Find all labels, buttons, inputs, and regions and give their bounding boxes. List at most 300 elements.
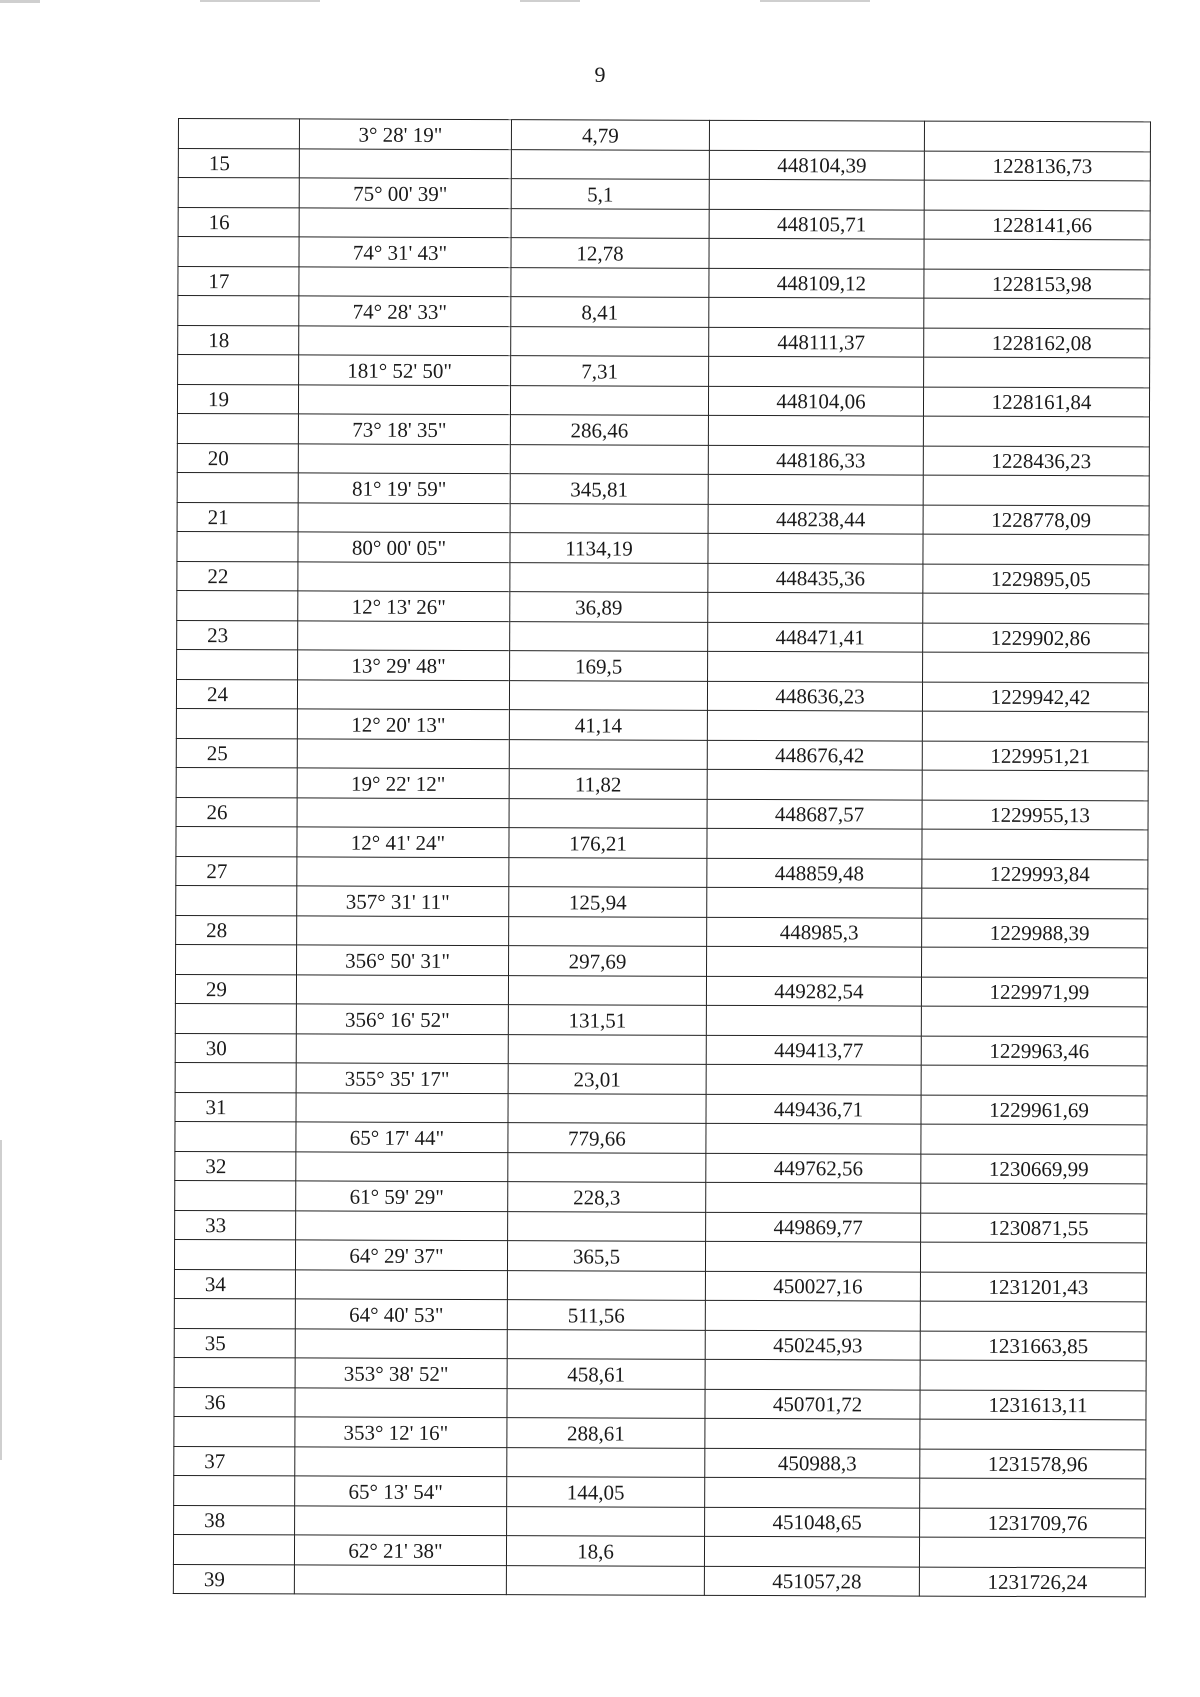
direction-angle-cell: 356° 50' 31" bbox=[297, 945, 509, 975]
segment-length-cell: 23,01 bbox=[508, 1064, 706, 1094]
segment-length-cell bbox=[508, 1152, 706, 1182]
table-row bbox=[178, 178, 1150, 211]
x-coordinate-cell: 448104,39 bbox=[709, 150, 924, 180]
direction-angle-cell bbox=[294, 1564, 506, 1594]
segment-length-cell: 36,89 bbox=[510, 592, 708, 622]
direction-angle-cell bbox=[297, 856, 509, 886]
table-row bbox=[176, 738, 1148, 771]
page-number: 9 bbox=[594, 62, 606, 87]
direction-angle-cell: 13° 29' 48" bbox=[298, 650, 510, 680]
point-number-cell bbox=[174, 1475, 295, 1505]
y-coordinate-cell bbox=[921, 1183, 1147, 1213]
segment-length-cell bbox=[510, 621, 708, 651]
table-row bbox=[177, 443, 1149, 476]
table-row bbox=[178, 296, 1150, 329]
point-number-cell bbox=[176, 826, 297, 856]
segment-length-cell: 11,82 bbox=[509, 769, 707, 799]
x-coordinate-cell: 448104,06 bbox=[708, 386, 923, 416]
direction-angle-cell bbox=[298, 620, 510, 650]
y-coordinate-cell: 1231663,85 bbox=[920, 1331, 1146, 1361]
x-coordinate-cell bbox=[708, 415, 923, 445]
segment-length-cell bbox=[506, 1565, 704, 1595]
direction-angle-cell bbox=[299, 266, 511, 296]
x-coordinate-cell: 448186,33 bbox=[708, 445, 923, 475]
segment-length-cell bbox=[507, 1270, 705, 1300]
table-row bbox=[176, 826, 1148, 859]
segment-length-cell: 5,1 bbox=[511, 179, 709, 209]
y-coordinate-cell bbox=[922, 947, 1148, 977]
segment-length-cell bbox=[510, 444, 708, 474]
point-number-cell bbox=[177, 413, 298, 443]
table-row bbox=[174, 1239, 1146, 1272]
table-row bbox=[175, 1062, 1147, 1095]
point-number-cell bbox=[176, 708, 297, 738]
point-number-cell bbox=[175, 1062, 296, 1092]
y-coordinate-cell bbox=[924, 239, 1150, 269]
y-coordinate-cell bbox=[920, 1419, 1146, 1449]
y-coordinate-cell bbox=[921, 1065, 1147, 1095]
table-row bbox=[177, 502, 1149, 535]
direction-angle-cell bbox=[296, 1033, 508, 1063]
segment-length-cell bbox=[507, 1447, 705, 1477]
x-coordinate-cell bbox=[708, 651, 923, 681]
y-coordinate-cell bbox=[923, 593, 1149, 623]
y-coordinate-cell: 1229993,84 bbox=[922, 859, 1148, 889]
direction-angle-cell bbox=[299, 148, 511, 178]
x-coordinate-cell: 448109,12 bbox=[709, 268, 924, 298]
table-row bbox=[176, 915, 1148, 948]
point-number-cell: 30 bbox=[175, 1033, 296, 1063]
point-number-cell bbox=[178, 119, 299, 149]
direction-angle-cell: 181° 52' 50" bbox=[299, 355, 511, 385]
x-coordinate-cell: 451048,65 bbox=[705, 1507, 920, 1537]
point-number-cell: 25 bbox=[176, 738, 297, 768]
direction-angle-cell bbox=[298, 502, 510, 532]
x-coordinate-cell bbox=[704, 1536, 919, 1566]
y-coordinate-cell: 1229942,42 bbox=[922, 682, 1148, 712]
point-number-cell: 17 bbox=[178, 266, 299, 296]
segment-length-cell bbox=[507, 1506, 705, 1536]
segment-length-cell bbox=[508, 975, 706, 1005]
y-coordinate-cell: 1229951,21 bbox=[922, 741, 1148, 771]
y-coordinate-cell: 1231578,96 bbox=[920, 1449, 1146, 1479]
table-row bbox=[174, 1475, 1146, 1508]
point-number-cell bbox=[173, 1534, 294, 1564]
y-coordinate-cell bbox=[920, 1301, 1146, 1331]
direction-angle-cell bbox=[295, 1387, 507, 1417]
segment-length-cell: 365,5 bbox=[507, 1241, 705, 1271]
x-coordinate-cell bbox=[707, 887, 922, 917]
direction-angle-cell: 64° 29' 37" bbox=[295, 1240, 507, 1270]
direction-angle-cell: 74° 28' 33" bbox=[299, 296, 511, 326]
point-number-cell: 19 bbox=[177, 384, 298, 414]
y-coordinate-cell bbox=[923, 652, 1149, 682]
segment-length-cell bbox=[510, 562, 708, 592]
y-coordinate-cell bbox=[923, 534, 1149, 564]
point-number-cell: 27 bbox=[176, 856, 297, 886]
point-number-cell bbox=[174, 1357, 295, 1387]
direction-angle-cell bbox=[296, 974, 508, 1004]
x-coordinate-cell bbox=[708, 592, 923, 622]
y-coordinate-cell: 1230871,55 bbox=[921, 1213, 1147, 1243]
point-number-cell: 21 bbox=[177, 502, 298, 532]
point-number-cell bbox=[174, 1416, 295, 1446]
table-row bbox=[173, 1564, 1145, 1597]
segment-length-cell: 458,61 bbox=[507, 1359, 705, 1389]
point-number-cell bbox=[178, 237, 299, 267]
segment-length-cell bbox=[509, 798, 707, 828]
x-coordinate-cell: 450027,16 bbox=[705, 1271, 920, 1301]
table-row bbox=[177, 413, 1149, 446]
segment-length-cell bbox=[509, 739, 707, 769]
y-coordinate-cell bbox=[922, 770, 1148, 800]
point-number-cell bbox=[175, 1180, 296, 1210]
table-row bbox=[177, 472, 1149, 505]
table-row bbox=[178, 355, 1150, 388]
table-row bbox=[176, 944, 1148, 977]
segment-length-cell: 779,66 bbox=[508, 1123, 706, 1153]
x-coordinate-cell: 450245,93 bbox=[705, 1330, 920, 1360]
x-coordinate-cell bbox=[706, 1005, 921, 1035]
y-coordinate-cell: 1228436,23 bbox=[923, 446, 1149, 476]
y-coordinate-cell bbox=[919, 1537, 1145, 1567]
table-row bbox=[175, 1121, 1147, 1154]
y-coordinate-cell: 1230669,99 bbox=[921, 1154, 1147, 1184]
segment-length-cell: 176,21 bbox=[509, 828, 707, 858]
segment-length-cell: 286,46 bbox=[510, 415, 708, 445]
point-number-cell bbox=[177, 649, 298, 679]
segment-length-cell: 288,61 bbox=[507, 1418, 705, 1448]
point-number-cell bbox=[178, 355, 299, 385]
point-number-cell: 36 bbox=[174, 1387, 295, 1417]
x-coordinate-cell: 448471,41 bbox=[708, 622, 923, 652]
scan-edge-mark bbox=[0, 1140, 2, 1460]
table-row bbox=[176, 797, 1148, 830]
direction-angle-cell: 61° 59' 29" bbox=[296, 1181, 508, 1211]
table-row bbox=[175, 1180, 1147, 1213]
table-row bbox=[177, 590, 1149, 623]
direction-angle-cell: 357° 31' 11" bbox=[297, 886, 509, 916]
point-number-cell bbox=[175, 1003, 296, 1033]
direction-angle-cell bbox=[297, 679, 509, 709]
segment-length-cell: 131,51 bbox=[508, 1005, 706, 1035]
y-coordinate-cell: 1228778,09 bbox=[923, 505, 1149, 535]
y-coordinate-cell: 1231613,11 bbox=[920, 1390, 1146, 1420]
point-number-cell: 16 bbox=[178, 207, 299, 237]
segment-length-cell: 18,6 bbox=[506, 1536, 704, 1566]
segment-length-cell: 228,3 bbox=[508, 1182, 706, 1212]
table-row bbox=[174, 1505, 1146, 1538]
x-coordinate-cell bbox=[705, 1241, 920, 1271]
table-row bbox=[175, 1003, 1147, 1036]
direction-angle-cell: 73° 18' 35" bbox=[298, 414, 510, 444]
y-coordinate-cell: 1228141,66 bbox=[924, 210, 1150, 240]
x-coordinate-cell bbox=[705, 1418, 920, 1448]
direction-angle-cell: 3° 28' 19" bbox=[299, 119, 511, 149]
x-coordinate-cell bbox=[709, 120, 924, 150]
point-number-cell: 38 bbox=[174, 1505, 295, 1535]
x-coordinate-cell: 449762,56 bbox=[706, 1153, 921, 1183]
direction-angle-cell bbox=[297, 797, 509, 827]
point-number-cell: 35 bbox=[174, 1328, 295, 1358]
y-coordinate-cell: 1229988,39 bbox=[922, 918, 1148, 948]
direction-angle-cell bbox=[298, 561, 510, 591]
point-number-cell bbox=[176, 944, 297, 974]
x-coordinate-cell: 449869,77 bbox=[706, 1212, 921, 1242]
segment-length-cell: 1134,19 bbox=[510, 533, 708, 563]
x-coordinate-cell: 448435,36 bbox=[708, 563, 923, 593]
direction-angle-cell bbox=[298, 384, 510, 414]
direction-angle-cell bbox=[297, 738, 509, 768]
table-row bbox=[176, 708, 1148, 741]
direction-angle-cell: 65° 17' 44" bbox=[296, 1122, 508, 1152]
direction-angle-cell: 353° 12' 16" bbox=[295, 1417, 507, 1447]
point-number-cell bbox=[174, 1239, 295, 1269]
table-row bbox=[178, 266, 1150, 299]
table-row bbox=[176, 679, 1148, 712]
y-coordinate-cell: 1231709,76 bbox=[920, 1508, 1146, 1538]
y-coordinate-cell bbox=[921, 1006, 1147, 1036]
x-coordinate-cell: 450988,3 bbox=[705, 1448, 920, 1478]
y-coordinate-cell: 1231201,43 bbox=[920, 1272, 1146, 1302]
segment-length-cell bbox=[511, 267, 709, 297]
y-coordinate-cell: 1231726,24 bbox=[919, 1567, 1145, 1597]
table-row bbox=[174, 1446, 1146, 1479]
coordinates-table-body bbox=[173, 119, 1150, 1597]
segment-length-cell: 169,5 bbox=[510, 651, 708, 681]
table-row bbox=[174, 1416, 1146, 1449]
segment-length-cell bbox=[508, 1211, 706, 1241]
segment-length-cell bbox=[510, 385, 708, 415]
y-coordinate-cell bbox=[922, 829, 1148, 859]
x-coordinate-cell: 448859,48 bbox=[707, 858, 922, 888]
point-number-cell bbox=[176, 767, 297, 797]
y-coordinate-cell bbox=[923, 475, 1149, 505]
y-coordinate-cell: 1228153,98 bbox=[924, 269, 1150, 299]
direction-angle-cell bbox=[296, 1092, 508, 1122]
direction-angle-cell: 81° 19' 59" bbox=[298, 473, 510, 503]
table-row bbox=[174, 1328, 1146, 1361]
point-number-cell: 20 bbox=[177, 443, 298, 473]
direction-angle-cell: 12° 41' 24" bbox=[297, 827, 509, 857]
y-coordinate-cell: 1228161,84 bbox=[923, 387, 1149, 417]
point-number-cell bbox=[177, 531, 298, 561]
table-row bbox=[174, 1357, 1146, 1390]
point-number-cell: 29 bbox=[175, 974, 296, 1004]
y-coordinate-cell bbox=[922, 888, 1148, 918]
y-coordinate-cell bbox=[924, 298, 1150, 328]
point-number-cell: 23 bbox=[177, 620, 298, 650]
x-coordinate-cell: 448687,57 bbox=[707, 799, 922, 829]
y-coordinate-cell: 1228136,73 bbox=[924, 151, 1150, 181]
point-number-cell bbox=[177, 590, 298, 620]
direction-angle-cell: 353° 38' 52" bbox=[295, 1358, 507, 1388]
direction-angle-cell bbox=[295, 1269, 507, 1299]
scan-edge-mark bbox=[760, 0, 870, 2]
table-row bbox=[175, 974, 1147, 1007]
direction-angle-cell: 12° 13' 26" bbox=[298, 591, 510, 621]
y-coordinate-cell: 1229955,13 bbox=[922, 800, 1148, 830]
point-number-cell: 39 bbox=[173, 1564, 294, 1594]
segment-length-cell bbox=[510, 503, 708, 533]
x-coordinate-cell: 448676,42 bbox=[707, 740, 922, 770]
segment-length-cell: 4,79 bbox=[511, 120, 709, 150]
x-coordinate-cell bbox=[708, 474, 923, 504]
y-coordinate-cell bbox=[924, 121, 1150, 151]
segment-length-cell: 345,81 bbox=[510, 474, 708, 504]
y-coordinate-cell bbox=[920, 1242, 1146, 1272]
point-number-cell bbox=[175, 1121, 296, 1151]
x-coordinate-cell bbox=[707, 946, 922, 976]
y-coordinate-cell bbox=[920, 1478, 1146, 1508]
x-coordinate-cell bbox=[707, 710, 922, 740]
x-coordinate-cell: 449436,71 bbox=[706, 1094, 921, 1124]
segment-length-cell bbox=[509, 916, 707, 946]
segment-length-cell bbox=[508, 1034, 706, 1064]
segment-length-cell: 8,41 bbox=[511, 297, 709, 327]
point-number-cell: 34 bbox=[174, 1269, 295, 1299]
x-coordinate-cell bbox=[709, 179, 924, 209]
point-number-cell: 31 bbox=[175, 1092, 296, 1122]
y-coordinate-cell bbox=[920, 1360, 1146, 1390]
table-row bbox=[176, 885, 1148, 918]
segment-length-cell: 511,56 bbox=[507, 1300, 705, 1330]
table-row bbox=[178, 148, 1150, 181]
x-coordinate-cell bbox=[709, 238, 924, 268]
x-coordinate-cell bbox=[709, 356, 924, 386]
direction-angle-cell: 62° 21' 38" bbox=[294, 1535, 506, 1565]
x-coordinate-cell bbox=[709, 297, 924, 327]
y-coordinate-cell: 1229895,05 bbox=[923, 564, 1149, 594]
y-coordinate-cell bbox=[923, 416, 1149, 446]
x-coordinate-cell bbox=[705, 1359, 920, 1389]
x-coordinate-cell: 449282,54 bbox=[706, 976, 921, 1006]
segment-length-cell bbox=[507, 1329, 705, 1359]
direction-angle-cell bbox=[295, 1328, 507, 1358]
direction-angle-cell bbox=[295, 1446, 507, 1476]
point-number-cell: 22 bbox=[177, 561, 298, 591]
direction-angle-cell: 355° 35' 17" bbox=[296, 1063, 508, 1093]
x-coordinate-cell: 448985,3 bbox=[707, 917, 922, 947]
y-coordinate-cell: 1229971,99 bbox=[921, 977, 1147, 1007]
direction-angle-cell bbox=[297, 915, 509, 945]
segment-length-cell bbox=[509, 857, 707, 887]
segment-length-cell: 7,31 bbox=[511, 356, 709, 386]
y-coordinate-cell: 1229902,86 bbox=[923, 623, 1149, 653]
x-coordinate-cell: 448238,44 bbox=[708, 504, 923, 534]
table-row bbox=[178, 325, 1150, 358]
direction-angle-cell: 65° 13' 54" bbox=[295, 1476, 507, 1506]
segment-length-cell: 297,69 bbox=[509, 946, 707, 976]
point-number-cell: 26 bbox=[176, 797, 297, 827]
point-number-cell bbox=[178, 178, 299, 208]
point-number-cell bbox=[176, 885, 297, 915]
table-row bbox=[173, 1534, 1145, 1567]
point-number-cell: 37 bbox=[174, 1446, 295, 1476]
y-coordinate-cell: 1229963,46 bbox=[921, 1036, 1147, 1066]
table-row bbox=[178, 207, 1150, 240]
x-coordinate-cell bbox=[705, 1300, 920, 1330]
point-number-cell bbox=[178, 296, 299, 326]
y-coordinate-cell: 1229961,69 bbox=[921, 1095, 1147, 1125]
x-coordinate-cell: 450701,72 bbox=[705, 1389, 920, 1419]
table-row bbox=[174, 1298, 1146, 1331]
y-coordinate-cell bbox=[924, 180, 1150, 210]
x-coordinate-cell: 448105,71 bbox=[709, 209, 924, 239]
x-coordinate-cell: 448636,23 bbox=[707, 681, 922, 711]
table-row bbox=[178, 237, 1150, 270]
direction-angle-cell: 356° 16' 52" bbox=[296, 1004, 508, 1034]
point-number-cell: 33 bbox=[175, 1210, 296, 1240]
point-number-cell: 24 bbox=[176, 679, 297, 709]
coordinates-table bbox=[173, 118, 1151, 1597]
x-coordinate-cell bbox=[708, 533, 923, 563]
scan-edge-mark bbox=[520, 0, 580, 2]
point-number-cell: 32 bbox=[175, 1151, 296, 1181]
table-row bbox=[174, 1387, 1146, 1420]
direction-angle-cell: 12° 20' 13" bbox=[297, 709, 509, 739]
table-row bbox=[177, 384, 1149, 417]
point-number-cell: 28 bbox=[176, 915, 297, 945]
table-row bbox=[177, 649, 1149, 682]
direction-angle-cell: 75° 00' 39" bbox=[299, 178, 511, 208]
x-coordinate-cell bbox=[705, 1477, 920, 1507]
segment-length-cell: 41,14 bbox=[509, 710, 707, 740]
y-coordinate-cell: 1228162,08 bbox=[924, 328, 1150, 358]
segment-length-cell: 12,78 bbox=[511, 238, 709, 268]
y-coordinate-cell bbox=[922, 711, 1148, 741]
direction-angle-cell: 74° 31' 43" bbox=[299, 237, 511, 267]
direction-angle-cell: 64° 40' 53" bbox=[295, 1299, 507, 1329]
segment-length-cell bbox=[509, 680, 707, 710]
direction-angle-cell: 80° 00' 05" bbox=[298, 532, 510, 562]
x-coordinate-cell bbox=[706, 1123, 921, 1153]
scan-edge-mark bbox=[0, 0, 40, 3]
segment-length-cell bbox=[507, 1388, 705, 1418]
table-row bbox=[176, 856, 1148, 889]
table-row bbox=[174, 1269, 1146, 1302]
direction-angle-cell bbox=[295, 1505, 507, 1535]
table-row bbox=[177, 531, 1149, 564]
segment-length-cell bbox=[508, 1093, 706, 1123]
point-number-cell: 18 bbox=[178, 325, 299, 355]
table-row bbox=[177, 620, 1149, 653]
x-coordinate-cell bbox=[707, 769, 922, 799]
table-row bbox=[178, 119, 1150, 152]
table-row bbox=[176, 767, 1148, 800]
point-number-cell: 15 bbox=[178, 148, 299, 178]
table-row bbox=[175, 1210, 1147, 1243]
segment-length-cell bbox=[511, 149, 709, 179]
y-coordinate-cell bbox=[921, 1124, 1147, 1154]
x-coordinate-cell: 448111,37 bbox=[709, 327, 924, 357]
table-row bbox=[175, 1033, 1147, 1066]
y-coordinate-cell bbox=[924, 357, 1150, 387]
segment-length-cell bbox=[511, 326, 709, 356]
x-coordinate-cell: 449413,77 bbox=[706, 1035, 921, 1065]
direction-angle-cell: 19° 22' 12" bbox=[297, 768, 509, 798]
direction-angle-cell bbox=[298, 443, 510, 473]
x-coordinate-cell bbox=[707, 828, 922, 858]
direction-angle-cell bbox=[296, 1210, 508, 1240]
segment-length-cell: 125,94 bbox=[509, 887, 707, 917]
direction-angle-cell bbox=[299, 325, 511, 355]
x-coordinate-cell: 451057,28 bbox=[704, 1566, 919, 1596]
direction-angle-cell bbox=[296, 1151, 508, 1181]
point-number-cell bbox=[177, 472, 298, 502]
x-coordinate-cell bbox=[706, 1182, 921, 1212]
x-coordinate-cell bbox=[706, 1064, 921, 1094]
